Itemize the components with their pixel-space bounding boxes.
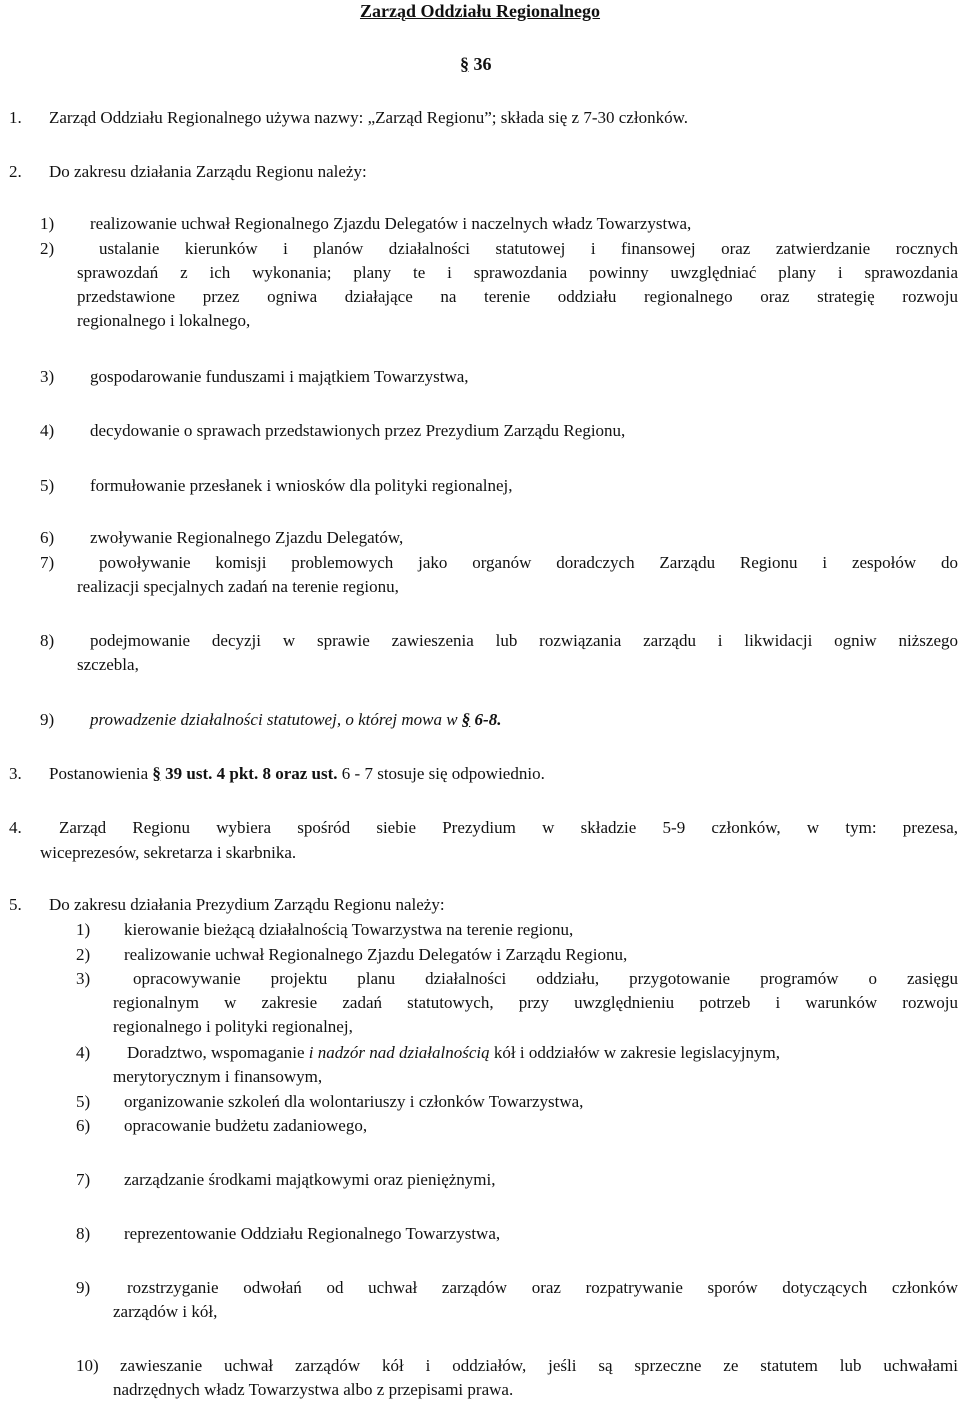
list-item-number: 6) <box>40 528 55 547</box>
list-item-number: 3) <box>40 367 55 386</box>
list-item-text: regionalnym w zakresie zadań statutowych, przy uwzględnieniu potrzeb i warunków rozwoju <box>113 993 958 1012</box>
list-item-number: 10) <box>76 1356 99 1375</box>
section-text: Postanowienia § 39 ust. 4 pkt. 8 oraz ust. 6 - 7 stosuje się odpowiednio. <box>49 764 545 783</box>
list-item-number: 7) <box>40 553 55 572</box>
list-item-number: 1) <box>76 920 91 939</box>
list-item-text: sprawozdań z ich wykonania; plany te i sprawozdania powinny uwzględniać plany i sprawozdania <box>77 263 958 282</box>
paragraph-sign: § <box>152 764 161 783</box>
list-item-text: kierowanie bieżącą działalnością Towarzystwa na terenie regionu, <box>124 920 574 939</box>
list-item-text: zawieszanie uchwał zarządów kół i oddziałów, jeśli są sprzeczne ze statutem lub uchwałami <box>120 1356 958 1375</box>
list-item-number: 4) <box>40 421 55 440</box>
list-item-number: 5) <box>76 1092 91 1111</box>
list-item-text: zarządzanie środkami majątkowymi oraz pieniężnymi, <box>124 1170 496 1189</box>
list-item-text: rozstrzyganie odwołań od uchwał zarządów oraz rozpatrywanie sporów dotyczących członków <box>127 1278 958 1297</box>
section-number: 3. <box>9 764 22 783</box>
list-item-text: decydowanie o sprawach przedstawionych przez Prezydium Zarządu Regionu, <box>90 421 626 440</box>
list-item-text: prowadzenie działalności statutowej, o której mowa w § 6-8. <box>90 710 502 729</box>
list-item-text: opracowywanie projektu planu działalności oddziału, przygotowanie programów o zasięgu <box>133 969 958 988</box>
list-item-text: zwoływanie Regionalnego Zjazdu Delegatów, <box>90 528 404 547</box>
list-item-text: przedstawione przez ogniwa działające na terenie oddziału regionalnego oraz strategię rozwoju <box>77 287 958 306</box>
section-text: Zarząd Oddziału Regionalnego używa nazwy: „Zarząd Regionu”; składa się z 7-30 członków. <box>49 108 688 127</box>
list-item-text: regionalnego i lokalnego, <box>77 311 251 330</box>
paragraph-sign: § <box>461 710 471 729</box>
section-number: 4. <box>9 818 22 837</box>
list-item-text: zarządów i kół, <box>113 1302 218 1321</box>
list-item-number: 9) <box>40 710 55 729</box>
list-item-text: formułowanie przesłanek i wniosków dla polityki regionalnej, <box>90 476 513 495</box>
list-item-text: podejmowanie decyzji w sprawie zawieszenia lub rozwiązania zarządu i likwidacji ogniw niższego <box>90 631 958 650</box>
section-number: 1. <box>9 108 22 127</box>
section-number: 5. <box>9 895 22 914</box>
paragraph-sign: § <box>460 54 469 74</box>
paragraph-number: 36 <box>473 54 492 74</box>
section-intro: Do zakresu działania Prezydium Zarządu Regionu należy: <box>49 895 445 914</box>
list-item-number: 1) <box>40 214 55 233</box>
list-item-number: 8) <box>40 631 55 650</box>
section-text: wiceprezesów, sekretarza i skarbnika. <box>40 843 297 862</box>
document-title: Zarząd Oddziału Regionalnego <box>359 1 601 21</box>
list-item-text: realizowanie uchwał Regionalnego Zjazdu Delegatów i naczelnych władz Towarzystwa, <box>90 214 692 233</box>
list-item-text: opracowanie budżetu zadaniowego, <box>124 1116 368 1135</box>
list-item-number: 3) <box>76 969 91 988</box>
list-item-text: Doradztwo, wspomaganie i nadzór nad działalnością kół i oddziałów w zakresie legislacyjnym, <box>127 1043 780 1062</box>
list-item-number: 2) <box>40 239 55 258</box>
list-item-text: merytorycznym i finansowym, <box>113 1067 323 1086</box>
section-intro: Do zakresu działania Zarządu Regionu należy: <box>49 162 367 181</box>
list-item-text: ustalanie kierunków i planów działalności statutowej i finansowej oraz zatwierdzanie rocznych <box>99 239 958 258</box>
list-item-text: nadrzędnych władz Towarzystwa albo z przepisami prawa. <box>113 1380 514 1399</box>
paragraph-heading <box>460 53 492 76</box>
list-item-number: 2) <box>76 945 91 964</box>
list-item-number: 9) <box>76 1278 91 1297</box>
list-item-number: 4) <box>76 1043 91 1062</box>
list-item-number: 8) <box>76 1224 91 1243</box>
section-number: 2. <box>9 162 22 181</box>
list-item-number: 5) <box>40 476 55 495</box>
list-item-text: organizowanie szkoleń dla wolontariuszy i członków Towarzystwa, <box>124 1092 584 1111</box>
list-item-text: realizowanie uchwał Regionalnego Zjazdu Delegatów i Zarządu Regionu, <box>124 945 628 964</box>
list-item-text: reprezentowanie Oddziału Regionalnego Towarzystwa, <box>124 1224 501 1243</box>
section-text: Zarząd Regionu wybiera spośród siebie Prezydium w składzie 5-9 członków, w tym: prezesa, <box>59 818 958 837</box>
list-item-number: 7) <box>76 1170 91 1189</box>
list-item-text: realizacji specjalnych zadań na terenie regionu, <box>77 577 399 596</box>
list-item-text: powoływanie komisji problemowych jako organów doradczych Zarządu Regionu i zespołów do <box>99 553 958 572</box>
list-item-number: 6) <box>76 1116 91 1135</box>
list-item-text: regionalnego i polityki regionalnej, <box>113 1017 353 1036</box>
list-item-text: gospodarowanie funduszami i majątkiem Towarzystwa, <box>90 367 469 386</box>
list-item-text: szczebla, <box>77 655 139 674</box>
